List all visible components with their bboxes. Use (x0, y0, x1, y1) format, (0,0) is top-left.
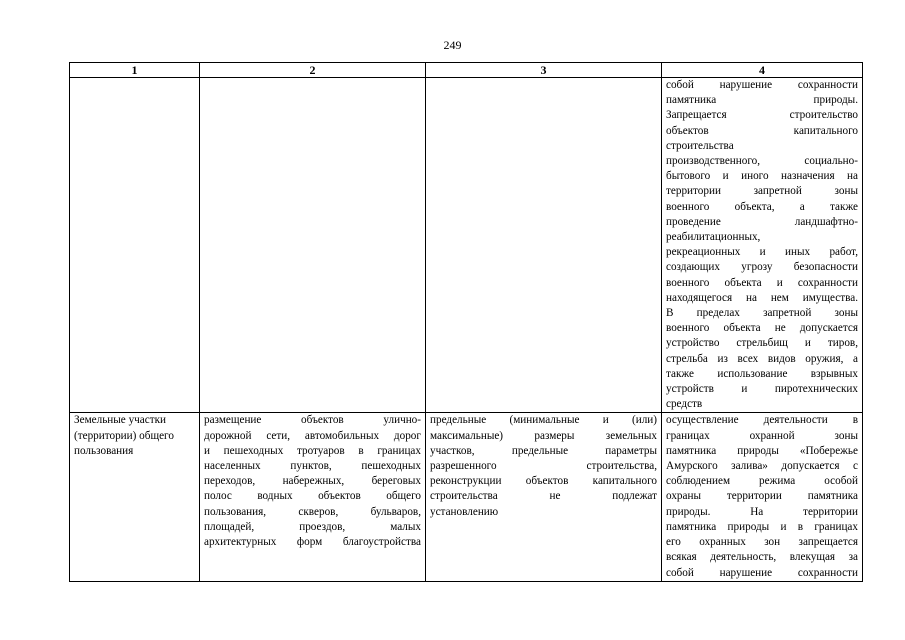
text-line: соблюдением режима особой (666, 475, 858, 488)
text-line: находящегося на нем имущества. (666, 291, 858, 304)
text-line: архитектурных форм благоустройства (204, 536, 421, 549)
text-line: площадей, проездов, малых (204, 520, 421, 533)
text-line: максимальные) размеры земельных (430, 429, 657, 442)
text-line: устройство стрельбищ и тиров, (666, 337, 858, 350)
text-line: и пешеходных тротуаров в границах (204, 444, 421, 457)
text-line: природы. На территории (666, 505, 858, 518)
text-line: предельные (минимальные и (или) (430, 414, 657, 427)
text-line: реконструкции объектов капитального (430, 475, 657, 488)
text-line: устройств и пиротехнических (666, 383, 858, 396)
text-line: всякая деятельность, влекущая за (666, 551, 858, 564)
text-line: (территории) общего (74, 429, 174, 442)
row2-cell-3 (426, 413, 662, 581)
text-line: также использование взрывных (666, 367, 858, 380)
text-line: производственного, социально- (666, 155, 858, 168)
text-line: военного объекта не допускается (666, 322, 858, 335)
text-line: объектов капитального (666, 124, 858, 137)
text-line: дорожной сети, автомобильных дорог (204, 429, 421, 442)
table-header-row (70, 63, 863, 78)
text-line: установлению (430, 505, 499, 518)
column-header-3: 3 (426, 63, 662, 78)
page-number: 249 (443, 38, 462, 52)
text-line: Амурского залива» допускается с (666, 460, 858, 473)
text-line: пользования, скверов, бульваров, (204, 505, 421, 518)
text-line: полос водных объектов общего (204, 490, 421, 503)
table-row (70, 78, 863, 413)
column-header-1: 1 (70, 63, 200, 78)
text-line: населенных пунктов, пешеходных (204, 460, 421, 473)
text-line: памятника природы и в границах (666, 520, 858, 533)
text-line: В пределах запретной зоны (666, 307, 858, 320)
text-line: разрешенного строительства, (430, 460, 657, 473)
text-line: проведение ландшафтно- (666, 215, 858, 228)
row1-cell-4 (662, 78, 863, 413)
row1-cell-3 (426, 78, 662, 413)
text-line: реабилитационных, (666, 231, 761, 244)
document-table (69, 62, 863, 582)
text-line: осуществление деятельности в (666, 414, 858, 427)
text-line: Запрещается строительство (666, 109, 858, 122)
text-line: размещение объектов улично- (204, 414, 421, 427)
text-line: Земельные участки (74, 414, 167, 427)
text-line: пользования (74, 444, 134, 457)
column-header-2: 2 (200, 63, 426, 78)
text-line: территории запретной зоны (666, 185, 858, 198)
table-row (70, 413, 863, 581)
column-header-4: 4 (662, 63, 863, 78)
text-line: охраны территории памятника (666, 490, 858, 503)
text-line: переходов, набережных, береговых (204, 475, 421, 488)
row2-cell-1 (70, 413, 200, 581)
row2-cell-2 (200, 413, 426, 581)
text-line: создающих угрозу безопасности (666, 261, 858, 274)
text-line: памятника природы. (666, 94, 858, 107)
text-line: бытового и иного назначения на (666, 170, 858, 183)
text-line: рекреационных и иных работ, (666, 246, 858, 259)
row2-cell-4 (662, 413, 863, 581)
text-line: стрельба из всех видов оружия, а (666, 352, 858, 365)
text-line: памятника природы «Побережье (666, 444, 858, 457)
text-line: собой нарушение сохранности (666, 79, 858, 91)
text-line: строительства (666, 139, 734, 152)
row1-cell-2 (200, 78, 426, 413)
text-line: военного объекта и сохранности (666, 276, 858, 289)
text-line: его охранных зон запрещается (666, 536, 858, 549)
row1-cell-1 (70, 78, 200, 413)
text-line: военного объекта, а также (666, 200, 858, 213)
text-line: участков, предельные параметры (430, 444, 657, 457)
text-line: собой нарушение сохранности (666, 566, 858, 579)
text-line: средств (666, 398, 703, 411)
text-line: строительства не подлежат (430, 490, 657, 503)
text-line: границах охранной зоны (666, 429, 858, 442)
